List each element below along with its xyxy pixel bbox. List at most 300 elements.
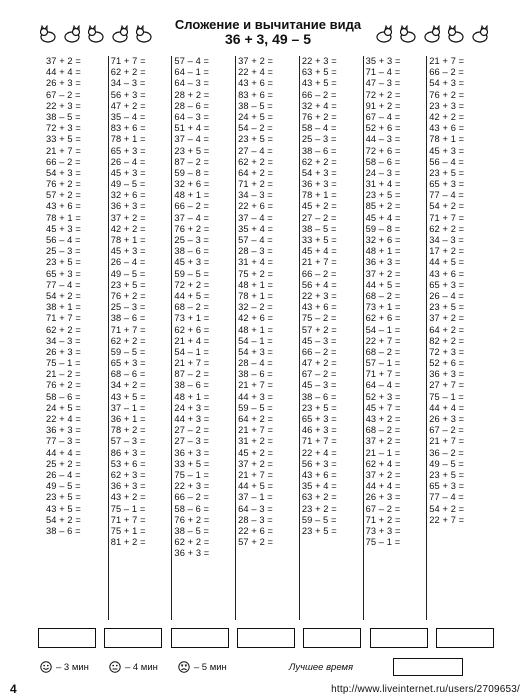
exercise-item: 36 + 3 = — [110, 201, 146, 212]
exercise-item: 28 – 6 = — [174, 100, 210, 111]
legend-item-sad — [178, 661, 227, 673]
exercise-item: 37 – 1 = — [238, 492, 273, 503]
exercise-item: 45 + 4 = — [365, 212, 401, 223]
exercise-item: 77 – 4 = — [429, 492, 464, 503]
exercise-item: 22 + 4 = — [238, 67, 274, 78]
exercise-item: 91 + 2 = — [365, 100, 401, 111]
exercise-item: 21 + 7 = — [238, 469, 274, 480]
exercise-item: 45 + 3 = — [110, 246, 146, 257]
exercise-item: 65 + 3 = — [429, 279, 465, 290]
exercise-item: 34 – 3 = — [110, 78, 146, 89]
exercise-item: 44 + 4 = — [46, 67, 81, 78]
exercise-item: 58 – 6 = — [365, 156, 401, 167]
exercise-item: 45 + 2 = — [301, 201, 337, 212]
exercise-item: 28 + 2 = — [174, 89, 210, 100]
exercise-item: 87 – 2 = — [174, 156, 210, 167]
exercise-item: 23 + 2 = — [301, 503, 337, 514]
exercise-item: 21 – 2 = — [46, 369, 81, 380]
exercise-item: 38 – 6 = — [174, 380, 210, 391]
legend-item-neutral — [109, 661, 158, 673]
exercise-item: 71 + 7 = — [301, 436, 337, 447]
exercise-item: 58 – 4 = — [301, 123, 337, 134]
exercise-item: 62 + 2 = — [46, 324, 81, 335]
exercise-item: 75 – 1 = — [365, 537, 401, 548]
exercise-item: 57 + 2 = — [46, 190, 81, 201]
exercise-item: 32 + 6 = — [365, 235, 401, 245]
exercise-item: 24 + 5 = — [238, 111, 274, 122]
exercise-item: 64 – 3 = — [174, 78, 210, 89]
exercise-item: 34 – 3 = — [238, 190, 273, 201]
exercise-item: 23 + 5 = — [429, 167, 465, 178]
exercise-item: 38 – 5 = — [238, 100, 273, 111]
exercise-item: 21 + 7 = — [238, 425, 274, 436]
exercise-item: 38 – 6 = — [238, 369, 273, 380]
exercise-item: 78 + 1 = — [429, 134, 465, 145]
exercise-item: 25 – 3 = — [301, 134, 337, 145]
exercise-item: 23 + 5 = — [238, 134, 274, 145]
exercise-item: 62 + 2 = — [174, 537, 210, 548]
exercise-item: 67 – 4 = — [365, 111, 401, 122]
exercise-item: 35 – 4 = — [110, 111, 146, 122]
exercise-item: 71 + 7 = — [429, 212, 465, 223]
exercise-item: 65 + 3 = — [110, 358, 146, 369]
exercise-item: 54 – 2 = — [238, 123, 273, 134]
exercise-item: 75 – 1 = — [46, 358, 81, 369]
exercise-item: 36 + 1 = — [110, 414, 146, 424]
exercise-item: 27 – 4 = — [238, 145, 273, 156]
exercise-item: 43 + 5 = — [301, 78, 337, 89]
exercise-item: 38 – 5 = — [301, 223, 337, 234]
exercise-item: 23 + 5 = — [365, 190, 401, 201]
exercise-item: 68 – 2 = — [174, 302, 210, 313]
exercise-item: 22 + 6 = — [238, 201, 274, 212]
exercise-item: 45 + 4 = — [301, 246, 337, 257]
exercise-item: 48 + 1 = — [174, 190, 210, 201]
exercise-item: 63 + 5 = — [301, 67, 337, 78]
exercise-grid — [44, 56, 490, 620]
exercise-item: 78 + 1 = — [238, 290, 274, 301]
exercise-item: 45 + 7 = — [365, 402, 401, 413]
exercise-item: 36 + 3 = — [174, 548, 210, 559]
exercise-item: 24 + 3 = — [174, 402, 210, 413]
answer-box-row — [38, 628, 494, 650]
exercise-item: 76 + 2 = — [429, 89, 465, 100]
exercise-item: 38 + 1 = — [46, 302, 81, 313]
exercise-item: 31 + 4 = — [365, 179, 401, 190]
exercise-item: 54 + 2 = — [46, 290, 81, 301]
exercise-item: 45 + 3 = — [429, 145, 465, 156]
exercise-item: 37 – 4 = — [238, 212, 273, 223]
exercise-item: 38 – 5 = — [174, 525, 210, 536]
exercise-item: 56 + 3 = — [110, 89, 146, 100]
exercise-item: 23 + 5 = — [301, 402, 337, 413]
header-decor-left — [38, 23, 170, 45]
exercise-item: 54 – 1 = — [174, 346, 210, 357]
exercise-item: 67 – 2 = — [301, 369, 337, 380]
exercise-item: 38 – 6 = — [174, 246, 210, 257]
exercise-item: 47 + 2 = — [301, 358, 337, 369]
exercise-column — [363, 56, 427, 620]
exercise-item: 54 – 1 = — [238, 335, 273, 346]
exercise-item: 37 – 4 = — [174, 212, 210, 223]
page-number: 4 — [10, 682, 17, 696]
exercise-item: 27 – 2 = — [174, 425, 210, 436]
exercise-item: 43 + 5 = — [110, 391, 146, 402]
exercise-item: 35 + 3 = — [365, 56, 401, 66]
exercise-item: 21 – 1 = — [365, 447, 401, 458]
exercise-item: 67 – 2 = — [365, 503, 401, 514]
exercise-item: 45 + 3 = — [110, 167, 146, 178]
exercise-item: 54 + 2 = — [46, 514, 81, 525]
exercise-item: 37 + 2 = — [365, 268, 401, 279]
exercise-item: 75 + 1 = — [110, 525, 146, 536]
exercise-item: 42 + 6 = — [238, 313, 274, 324]
exercise-item: 73 + 1 = — [174, 313, 210, 324]
answer-box[interactable] — [237, 628, 295, 648]
exercise-item: 45 – 3 = — [301, 380, 337, 391]
exercise-item: 78 + 1 = — [110, 235, 146, 245]
exercise-item: 43 + 6 = — [301, 469, 337, 480]
exercise-item: 59 – 5 = — [174, 268, 210, 279]
exercise-item: 42 + 2 = — [110, 223, 146, 234]
exercise-item: 44 + 4 = — [365, 481, 401, 492]
exercise-item: 38 – 6 = — [110, 313, 146, 324]
title-line-1: Сложение и вычитание вида — [174, 17, 362, 32]
exercise-item: 26 – 4 = — [46, 469, 81, 480]
exercise-item: 37 + 2 = — [238, 458, 274, 469]
exercise-item: 27 – 2 = — [301, 212, 337, 223]
exercise-item: 66 – 2 = — [301, 268, 337, 279]
exercise-item: 53 + 6 = — [110, 458, 146, 469]
exercise-item: 51 + 4 = — [174, 123, 210, 134]
exercise-item: 22 + 3 = — [301, 290, 337, 301]
exercise-item: 25 – 3 = — [110, 302, 146, 313]
exercise-item: 22 + 3 = — [174, 481, 210, 492]
exercise-item: 59 – 8 = — [365, 223, 401, 234]
exercise-item: 76 + 2 = — [110, 290, 146, 301]
exercise-item: 44 + 3 = — [174, 414, 210, 424]
exercise-item: 22 + 4 = — [301, 447, 337, 458]
exercise-item: 59 – 5 = — [110, 346, 146, 357]
cat-icon — [86, 25, 106, 43]
exercise-item: 71 + 7 = — [365, 369, 401, 380]
exercise-item: 59 – 5 = — [301, 514, 337, 525]
cat-icon — [134, 25, 154, 43]
legend-neutral-label: – 4 мин — [124, 661, 158, 673]
time-legend — [40, 658, 500, 676]
exercise-item: 37 – 1 = — [110, 402, 146, 413]
exercise-item: 62 + 2 = — [238, 156, 274, 167]
exercise-item: 66 – 2 = — [429, 67, 464, 78]
exercise-item: 26 – 4 = — [110, 156, 146, 167]
exercise-item: 65 + 3 = — [429, 481, 465, 492]
exercise-item: 23 + 5 = — [429, 469, 465, 480]
exercise-item: 67 – 2 = — [429, 425, 464, 436]
exercise-item: 33 + 5 = — [174, 458, 210, 469]
exercise-item: 23 + 5 = — [46, 257, 81, 268]
exercise-item: 54 + 2 = — [429, 201, 465, 212]
exercise-item: 62 + 2 = — [301, 156, 337, 167]
answer-box[interactable] — [104, 628, 162, 648]
exercise-item: 71 + 7 = — [110, 514, 146, 525]
exercise-item: 57 – 4 = — [238, 235, 273, 245]
exercise-item: 68 – 6 = — [110, 369, 146, 380]
best-time-box[interactable] — [393, 658, 463, 676]
exercise-item: 48 + 1 = — [238, 279, 274, 290]
exercise-item: 64 + 2 = — [238, 414, 274, 424]
exercise-item: 21 + 4 = — [174, 335, 210, 346]
smiley-neutral-icon — [109, 661, 121, 673]
answer-box[interactable] — [38, 628, 96, 648]
exercise-item: 44 + 5 = — [238, 481, 274, 492]
exercise-item: 38 – 6 = — [301, 391, 337, 402]
exercise-item: 17 + 2 = — [429, 246, 465, 257]
exercise-item: 21 + 7 = — [46, 145, 81, 156]
exercise-item: 64 + 2 = — [429, 324, 465, 335]
exercise-item: 72 + 3 = — [429, 346, 465, 357]
exercise-item: 67 – 2 = — [46, 89, 81, 100]
exercise-column — [44, 56, 108, 620]
exercise-item: 22 + 7 = — [365, 335, 401, 346]
cat-icon — [470, 25, 490, 43]
exercise-item: 66 – 2 = — [301, 346, 337, 357]
exercise-item: 57 – 1 = — [365, 358, 401, 369]
exercise-item: 76 + 2 = — [46, 179, 81, 190]
exercise-item: 36 + 3 = — [174, 447, 210, 458]
exercise-item: 75 + 2 = — [238, 268, 274, 279]
exercise-item: 37 – 4 = — [174, 134, 210, 145]
exercise-item: 49 – 5 = — [110, 268, 146, 279]
exercise-item: 59 – 8 = — [174, 167, 210, 178]
exercise-item: 26 + 3 = — [429, 414, 465, 424]
exercise-item: 43 + 6 = — [238, 78, 274, 89]
exercise-item: 32 + 4 = — [301, 100, 337, 111]
page-title — [170, 17, 366, 47]
exercise-item: 77 – 3 = — [46, 436, 81, 447]
exercise-item: 26 – 4 = — [429, 290, 464, 301]
exercise-item: 54 + 3 = — [429, 78, 465, 89]
exercise-item: 21 + 7 = — [429, 56, 465, 66]
exercise-item: 36 + 3 = — [110, 481, 146, 492]
exercise-item: 49 – 5 = — [110, 179, 146, 190]
exercise-item: 57 – 3 = — [110, 436, 146, 447]
exercise-item: 52 + 6 = — [429, 358, 465, 369]
exercise-item: 36 – 2 = — [429, 447, 464, 458]
legend-happy-label: – 3 мин — [56, 661, 89, 673]
exercise-item: 64 – 1 = — [174, 67, 210, 78]
exercise-item: 44 + 5 = — [365, 279, 401, 290]
exercise-item: 71 + 7 = — [46, 313, 81, 324]
cat-icon — [422, 25, 442, 43]
exercise-item: 87 – 2 = — [174, 369, 210, 380]
exercise-item: 68 – 2 = — [365, 425, 401, 436]
exercise-item: 73 + 3 = — [365, 525, 401, 536]
exercise-item: 22 + 7 = — [429, 514, 465, 525]
answer-box[interactable] — [436, 628, 494, 648]
exercise-item: 54 + 3 = — [46, 167, 81, 178]
exercise-item: 21 + 7 = — [174, 358, 210, 369]
best-time-label: Лучшее время — [288, 661, 354, 673]
exercise-item: 37 + 2 = — [365, 436, 401, 447]
smiley-sad-icon — [178, 661, 190, 673]
exercise-column — [235, 56, 299, 620]
exercise-item: 75 – 1 = — [110, 503, 146, 514]
exercise-item: 62 + 4 = — [365, 458, 401, 469]
exercise-item: 28 – 4 = — [238, 358, 273, 369]
exercise-item: 43 + 5 = — [46, 503, 81, 514]
exercise-item: 54 + 3 = — [301, 167, 337, 178]
exercise-item: 22 + 3 = — [301, 56, 337, 66]
exercise-item: 31 + 4 = — [238, 257, 274, 268]
exercise-item: 36 + 3 = — [429, 369, 465, 380]
exercise-item: 76 + 2 = — [174, 223, 210, 234]
exercise-item: 23 + 5 = — [46, 492, 81, 503]
cat-icon — [38, 25, 58, 43]
exercise-item: 23 + 5 = — [429, 302, 465, 313]
exercise-item: 56 – 4 = — [46, 235, 81, 245]
exercise-item: 26 + 3 = — [365, 492, 401, 503]
exercise-item: 62 + 2 = — [110, 335, 146, 346]
exercise-item: 44 + 3 = — [238, 391, 274, 402]
exercise-item: 37 + 2 = — [238, 56, 274, 66]
exercise-column — [108, 56, 172, 620]
exercise-item: 27 – 3 = — [174, 436, 210, 447]
exercise-item: 71 + 7 = — [110, 56, 146, 66]
exercise-item: 56 + 4 = — [301, 279, 337, 290]
exercise-item: 36 + 3 = — [46, 425, 81, 436]
cat-icon — [446, 25, 466, 43]
exercise-item: 47 + 2 = — [110, 100, 146, 111]
exercise-item: 38 – 5 = — [46, 111, 81, 122]
answer-box[interactable] — [303, 628, 361, 648]
exercise-item: 27 + 7 = — [429, 380, 465, 391]
exercise-item: 21 + 7 = — [238, 380, 274, 391]
exercise-item: 23 + 3 = — [429, 100, 465, 111]
exercise-item: 26 + 3 = — [46, 78, 81, 89]
cat-icon — [110, 25, 130, 43]
exercise-item: 58 – 6 = — [46, 391, 81, 402]
exercise-item: 45 + 3 = — [46, 223, 81, 234]
exercise-item: 48 + 1 = — [238, 324, 274, 335]
legend-sad-label: – 5 мин — [193, 661, 227, 673]
exercise-item: 76 + 2 = — [301, 111, 337, 122]
exercise-item: 86 + 3 = — [110, 447, 146, 458]
exercise-item: 24 + 5 = — [46, 402, 81, 413]
answer-box[interactable] — [171, 628, 229, 648]
exercise-item: 77 – 4 = — [429, 190, 464, 201]
exercise-item: 37 + 2 = — [110, 212, 146, 223]
exercise-item: 78 + 2 = — [110, 425, 146, 436]
header-decor-right — [366, 23, 490, 45]
exercise-item: 45 + 2 = — [238, 447, 274, 458]
exercise-item: 54 – 1 = — [365, 324, 401, 335]
exercise-item: 82 + 2 = — [429, 335, 465, 346]
exercise-item: 43 + 6 = — [301, 302, 337, 313]
exercise-item: 32 + 6 = — [174, 179, 210, 190]
exercise-item: 62 + 6 = — [174, 324, 210, 335]
exercise-item: 62 + 3 = — [110, 469, 146, 480]
exercise-item: 52 + 3 = — [365, 391, 401, 402]
exercise-item: 44 + 4 = — [46, 447, 81, 458]
cat-icon — [374, 25, 394, 43]
exercise-item: 62 + 2 = — [429, 223, 465, 234]
exercise-item: 64 – 3 = — [238, 503, 273, 514]
exercise-item: 52 + 6 = — [365, 123, 401, 134]
exercise-item: 78 + 1 = — [301, 190, 337, 201]
exercise-item: 49 – 5 = — [429, 458, 464, 469]
exercise-item: 58 – 6 = — [174, 503, 210, 514]
exercise-item: 63 + 2 = — [301, 492, 337, 503]
cat-icon — [62, 25, 82, 43]
exercise-item: 34 + 2 = — [110, 380, 146, 391]
exercise-item: 33 + 5 = — [301, 235, 337, 245]
exercise-item: 36 + 3 = — [365, 257, 401, 268]
exercise-item: 73 + 1 = — [365, 302, 401, 313]
title-line-2: 36 + 3, 49 – 5 — [224, 31, 312, 47]
exercise-item: 66 – 2 = — [46, 156, 81, 167]
exercise-item: 65 + 3 = — [110, 145, 146, 156]
exercise-item: 75 – 1 = — [174, 469, 210, 480]
exercise-item: 34 – 3 = — [46, 335, 81, 346]
exercise-item: 62 + 2 = — [110, 67, 146, 78]
exercise-item: 45 + 3 = — [174, 257, 210, 268]
exercise-item: 72 + 3 = — [46, 123, 81, 134]
exercise-item: 81 + 2 = — [110, 537, 146, 548]
exercise-column — [171, 56, 235, 620]
exercise-item: 22 + 6 = — [238, 525, 274, 536]
exercise-item: 43 + 6 = — [46, 201, 81, 212]
exercise-item: 71 – 4 = — [365, 67, 401, 78]
exercise-item: 34 – 3 = — [429, 235, 464, 245]
exercise-item: 23 + 5 = — [110, 279, 146, 290]
exercise-item: 68 – 2 = — [365, 346, 401, 357]
exercise-item: 57 – 4 = — [174, 56, 210, 66]
exercise-item: 72 + 2 = — [174, 279, 210, 290]
exercise-item: 38 – 6 = — [301, 145, 337, 156]
exercise-item: 33 + 5 = — [46, 134, 81, 145]
exercise-item: 36 + 3 = — [301, 179, 337, 190]
exercise-item: 59 – 5 = — [238, 402, 273, 413]
exercise-item: 76 + 2 = — [174, 514, 210, 525]
exercise-item: 23 + 5 = — [301, 525, 337, 536]
cat-icon — [398, 25, 418, 43]
exercise-item: 28 – 3 = — [238, 246, 273, 257]
exercise-item: 37 + 2 = — [429, 313, 465, 324]
exercise-item: 38 – 6 = — [46, 525, 81, 536]
exercise-item: 66 – 2 = — [174, 201, 210, 212]
legend-item-happy — [40, 661, 89, 673]
exercise-item: 43 + 6 = — [429, 123, 465, 134]
exercise-item: 75 – 2 = — [301, 313, 337, 324]
exercise-item: 23 + 5 = — [174, 145, 210, 156]
exercise-item: 43 + 2 = — [110, 492, 146, 503]
exercise-item: 54 + 2 = — [429, 503, 465, 514]
exercise-item: 78 + 1 = — [46, 212, 81, 223]
exercise-item: 43 + 6 = — [429, 268, 465, 279]
exercise-item: 85 + 2 = — [365, 201, 401, 212]
exercise-item: 35 + 4 = — [238, 223, 274, 234]
exercise-item: 75 – 1 = — [429, 391, 464, 402]
answer-box[interactable] — [370, 628, 428, 648]
exercise-item: 22 + 4 = — [46, 414, 81, 424]
exercise-item: 28 – 3 = — [238, 514, 273, 525]
exercise-item: 57 + 2 = — [238, 537, 274, 548]
exercise-item: 43 + 2 = — [365, 414, 401, 424]
exercise-item: 64 + 2 = — [238, 167, 274, 178]
exercise-item: 32 – 2 = — [238, 302, 273, 313]
exercise-item: 65 + 3 = — [301, 414, 337, 424]
exercise-item: 72 + 6 = — [365, 145, 401, 156]
